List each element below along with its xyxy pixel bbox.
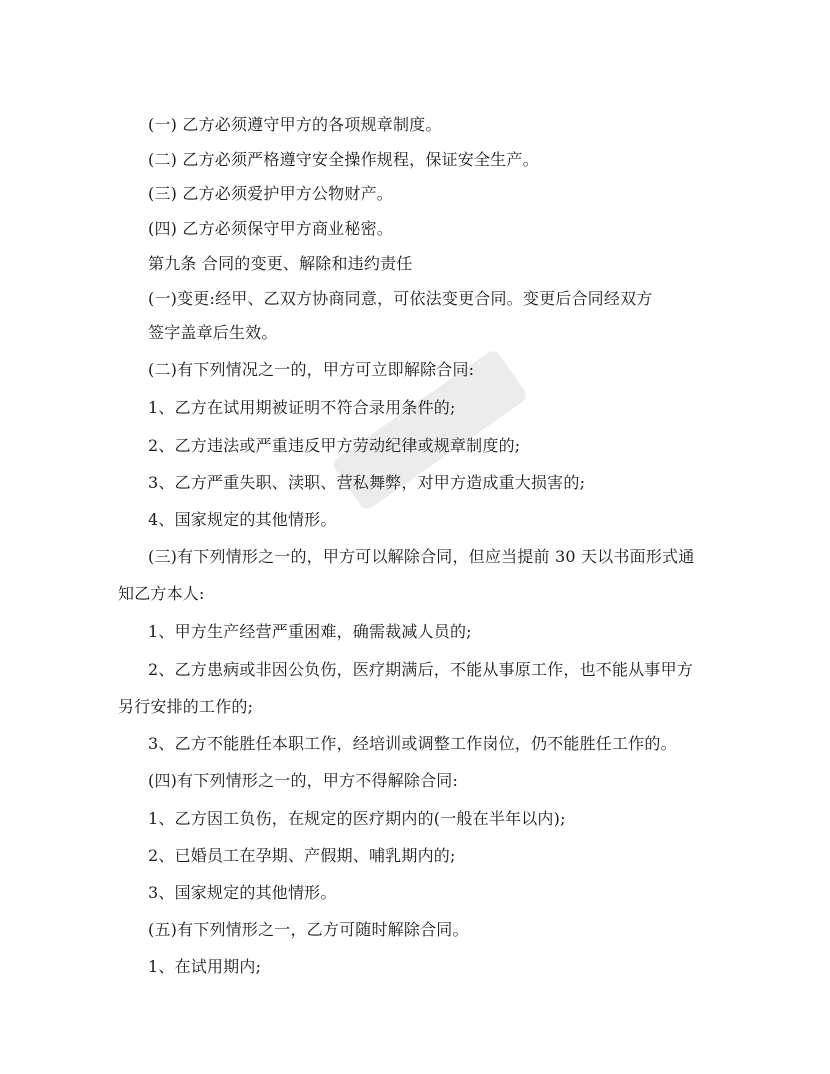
list-item: 1、乙方因工负伤，在规定的医疗期内的(一般在半年以内); — [148, 809, 566, 828]
paragraph-line: (四)有下列情形之一的，甲方不得解除合同: — [148, 771, 459, 790]
clause-1: (一) 乙方必须遵守甲方的各项规章制度。 — [148, 115, 442, 134]
list-item: 3、乙方不能胜任本职工作，经培训或调整工作岗位，仍不能胜任工作的。 — [148, 734, 677, 753]
list-item: 1、在试用期内; — [148, 957, 262, 976]
paragraph-line: 签字盖章后生效。 — [148, 323, 278, 342]
list-item: 1、甲方生产经营严重困难，确需裁减人员的; — [148, 622, 472, 641]
list-item-continuation: 另行安排的工作的; — [118, 697, 254, 716]
clause-2: (二) 乙方必须严格遵守安全操作规程，保证安全生产。 — [148, 150, 539, 169]
list-item: 3、乙方严重失职、渎职、营私舞弊，对甲方造成重大损害的; — [148, 473, 586, 492]
paragraph-line: 知乙方本人: — [118, 584, 205, 603]
watermark-logo — [300, 300, 560, 560]
list-item: 2、已婚员工在孕期、产假期、哺乳期内的; — [148, 846, 456, 865]
list-item: 1、乙方在试用期被证明不符合录用条件的; — [148, 398, 456, 417]
paragraph-line: (三)有下列情形之一的，甲方可以解除合同，但应当提前 30 天以书面形式通 — [148, 547, 695, 566]
section-heading: 第九条 合同的变更、解除和违约责任 — [148, 254, 413, 273]
list-item: 3、国家规定的其他情形。 — [148, 883, 337, 902]
paragraph-line: (一)变更:经甲、乙双方协商同意，可依法变更合同。变更后合同经双方 — [148, 289, 653, 308]
clause-4: (四) 乙方必须保守甲方商业秘密。 — [148, 219, 393, 238]
paragraph-line: (五)有下列情形之一，乙方可随时解除合同。 — [148, 920, 469, 939]
clause-3: (三) 乙方必须爱护甲方公物财产。 — [148, 184, 393, 203]
paragraph-line: (二)有下列情况之一的，甲方可立即解除合同: — [148, 360, 475, 379]
list-item: 4、国家规定的其他情形。 — [148, 510, 337, 529]
list-item: 2、乙方违法或严重违反甲方劳动纪律或规章制度的; — [148, 436, 521, 455]
list-item: 2、乙方患病或非因公负伤，医疗期满后，不能从事原工作，也不能从事甲方 — [148, 660, 693, 679]
